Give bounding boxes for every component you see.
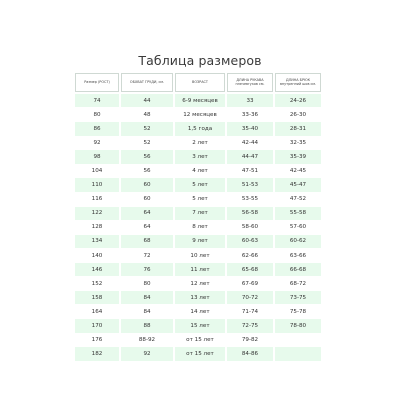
cell-age: 6-9 месяцев	[175, 94, 225, 107]
cell-age: 7 лет	[175, 207, 225, 220]
cell-sleeve: 70-72	[227, 291, 273, 304]
table-row	[75, 305, 321, 318]
table-row	[75, 108, 321, 121]
cell-chest: 48	[121, 108, 173, 121]
table-row	[75, 235, 321, 248]
cell-chest: 88	[121, 319, 173, 332]
cell-size: 104	[75, 164, 119, 177]
cell-inseam: 73-75	[275, 291, 321, 304]
cell-size: 176	[75, 333, 119, 346]
cell-chest: 76	[121, 263, 173, 276]
table-row	[75, 150, 321, 163]
cell-inseam: 55-58	[275, 207, 321, 220]
cell-inseam: 24-26	[275, 94, 321, 107]
table-row	[75, 221, 321, 234]
size-table	[75, 73, 321, 361]
cell-size: 122	[75, 207, 119, 220]
cell-age: 9 лет	[175, 235, 225, 248]
cell-inseam: 63-66	[275, 249, 321, 262]
cell-inseam: 68-72	[275, 277, 321, 290]
cell-sleeve: 60-63	[227, 235, 273, 248]
cell-chest: 64	[121, 207, 173, 220]
cell-sleeve: 62-66	[227, 249, 273, 262]
cell-sleeve: 44-47	[227, 150, 273, 163]
table-row	[75, 94, 321, 107]
table-row	[75, 291, 321, 304]
cell-age: 5 лет	[175, 193, 225, 206]
cell-age: 15 лет	[175, 319, 225, 332]
cell-age: 12 месяцев	[175, 108, 225, 121]
cell-sleeve: 51-53	[227, 178, 273, 191]
cell-sleeve: 58-60	[227, 221, 273, 234]
cell-size: 80	[75, 108, 119, 121]
cell-age: 5 лет	[175, 178, 225, 191]
cell-sleeve: 33	[227, 94, 273, 107]
cell-age: 11 лет	[175, 263, 225, 276]
cell-chest: 52	[121, 122, 173, 135]
table-row	[75, 178, 321, 191]
cell-inseam: 32-35	[275, 136, 321, 149]
cell-size: 152	[75, 277, 119, 290]
header-sleeve: ДЛИНА РУКАВА плечевгуков см.	[227, 73, 273, 92]
cell-sleeve: 42-44	[227, 136, 273, 149]
cell-chest: 84	[121, 291, 173, 304]
table-row	[75, 263, 321, 276]
cell-sleeve: 72-75	[227, 319, 273, 332]
table-row	[75, 277, 321, 290]
cell-chest: 84	[121, 305, 173, 318]
cell-sleeve: 33-36	[227, 108, 273, 121]
cell-age: 13 лет	[175, 291, 225, 304]
cell-size: 116	[75, 193, 119, 206]
cell-inseam: 57-60	[275, 221, 321, 234]
table-row	[75, 319, 321, 332]
cell-size: 134	[75, 235, 119, 248]
cell-chest: 64	[121, 221, 173, 234]
header-inseam: ДЛИНА БРЮК внутренний шов см.	[275, 73, 321, 92]
cell-inseam: 75-78	[275, 305, 321, 318]
table-header-row	[75, 73, 321, 92]
cell-size: 140	[75, 249, 119, 262]
cell-chest: 72	[121, 249, 173, 262]
cell-sleeve: 65-68	[227, 263, 273, 276]
cell-sleeve: 67-69	[227, 277, 273, 290]
cell-age: 1,5 года	[175, 122, 225, 135]
cell-inseam: 60-62	[275, 235, 321, 248]
table-row	[75, 136, 321, 149]
table-row	[75, 333, 321, 346]
table-row	[75, 249, 321, 262]
cell-sleeve: 47-51	[227, 164, 273, 177]
cell-chest: 60	[121, 178, 173, 191]
cell-chest: 92	[121, 347, 173, 360]
table-row	[75, 207, 321, 220]
cell-chest: 80	[121, 277, 173, 290]
cell-size: 98	[75, 150, 119, 163]
cell-chest: 56	[121, 164, 173, 177]
cell-age: 4 лет	[175, 164, 225, 177]
table-row	[75, 347, 321, 360]
cell-size: 86	[75, 122, 119, 135]
cell-age: 10 лет	[175, 249, 225, 262]
cell-chest: 68	[121, 235, 173, 248]
cell-size: 74	[75, 94, 119, 107]
cell-sleeve: 56-58	[227, 207, 273, 220]
cell-size: 182	[75, 347, 119, 360]
cell-chest: 52	[121, 136, 173, 149]
cell-age: от 15 лет	[175, 333, 225, 346]
cell-chest: 44	[121, 94, 173, 107]
cell-age: 12 лет	[175, 277, 225, 290]
cell-inseam: 45-47	[275, 178, 321, 191]
table-row	[75, 164, 321, 177]
cell-chest: 88-92	[121, 333, 173, 346]
cell-inseam: 35-39	[275, 150, 321, 163]
cell-inseam: 78-80	[275, 319, 321, 332]
cell-age: от 15 лет	[175, 347, 225, 360]
cell-inseam: 42-45	[275, 164, 321, 177]
cell-inseam	[275, 347, 321, 360]
cell-chest: 60	[121, 193, 173, 206]
cell-size: 92	[75, 136, 119, 149]
cell-sleeve: 71-74	[227, 305, 273, 318]
cell-age: 2 лет	[175, 136, 225, 149]
page-title: Таблица размеров	[138, 53, 262, 68]
cell-size: 146	[75, 263, 119, 276]
cell-sleeve: 79-82	[227, 333, 273, 346]
cell-inseam	[275, 333, 321, 346]
cell-sleeve: 35-40	[227, 122, 273, 135]
cell-size: 128	[75, 221, 119, 234]
cell-inseam: 26-30	[275, 108, 321, 121]
header-chest: ОБХВАТ ГРУДИ, см.	[121, 73, 173, 92]
cell-inseam: 47-52	[275, 193, 321, 206]
cell-inseam: 28-31	[275, 122, 321, 135]
table-row	[75, 193, 321, 206]
table-row	[75, 122, 321, 135]
cell-sleeve: 84-86	[227, 347, 273, 360]
cell-age: 8 лет	[175, 221, 225, 234]
cell-sleeve: 53-55	[227, 193, 273, 206]
cell-inseam: 66-68	[275, 263, 321, 276]
cell-size: 110	[75, 178, 119, 191]
header-size: Размер (РОСТ)	[75, 73, 119, 92]
cell-age: 3 лет	[175, 150, 225, 163]
cell-size: 164	[75, 305, 119, 318]
table-body	[75, 94, 321, 361]
cell-size: 170	[75, 319, 119, 332]
cell-age: 14 лет	[175, 305, 225, 318]
cell-size: 158	[75, 291, 119, 304]
cell-chest: 56	[121, 150, 173, 163]
header-age: ВОЗРАСТ	[175, 73, 225, 92]
